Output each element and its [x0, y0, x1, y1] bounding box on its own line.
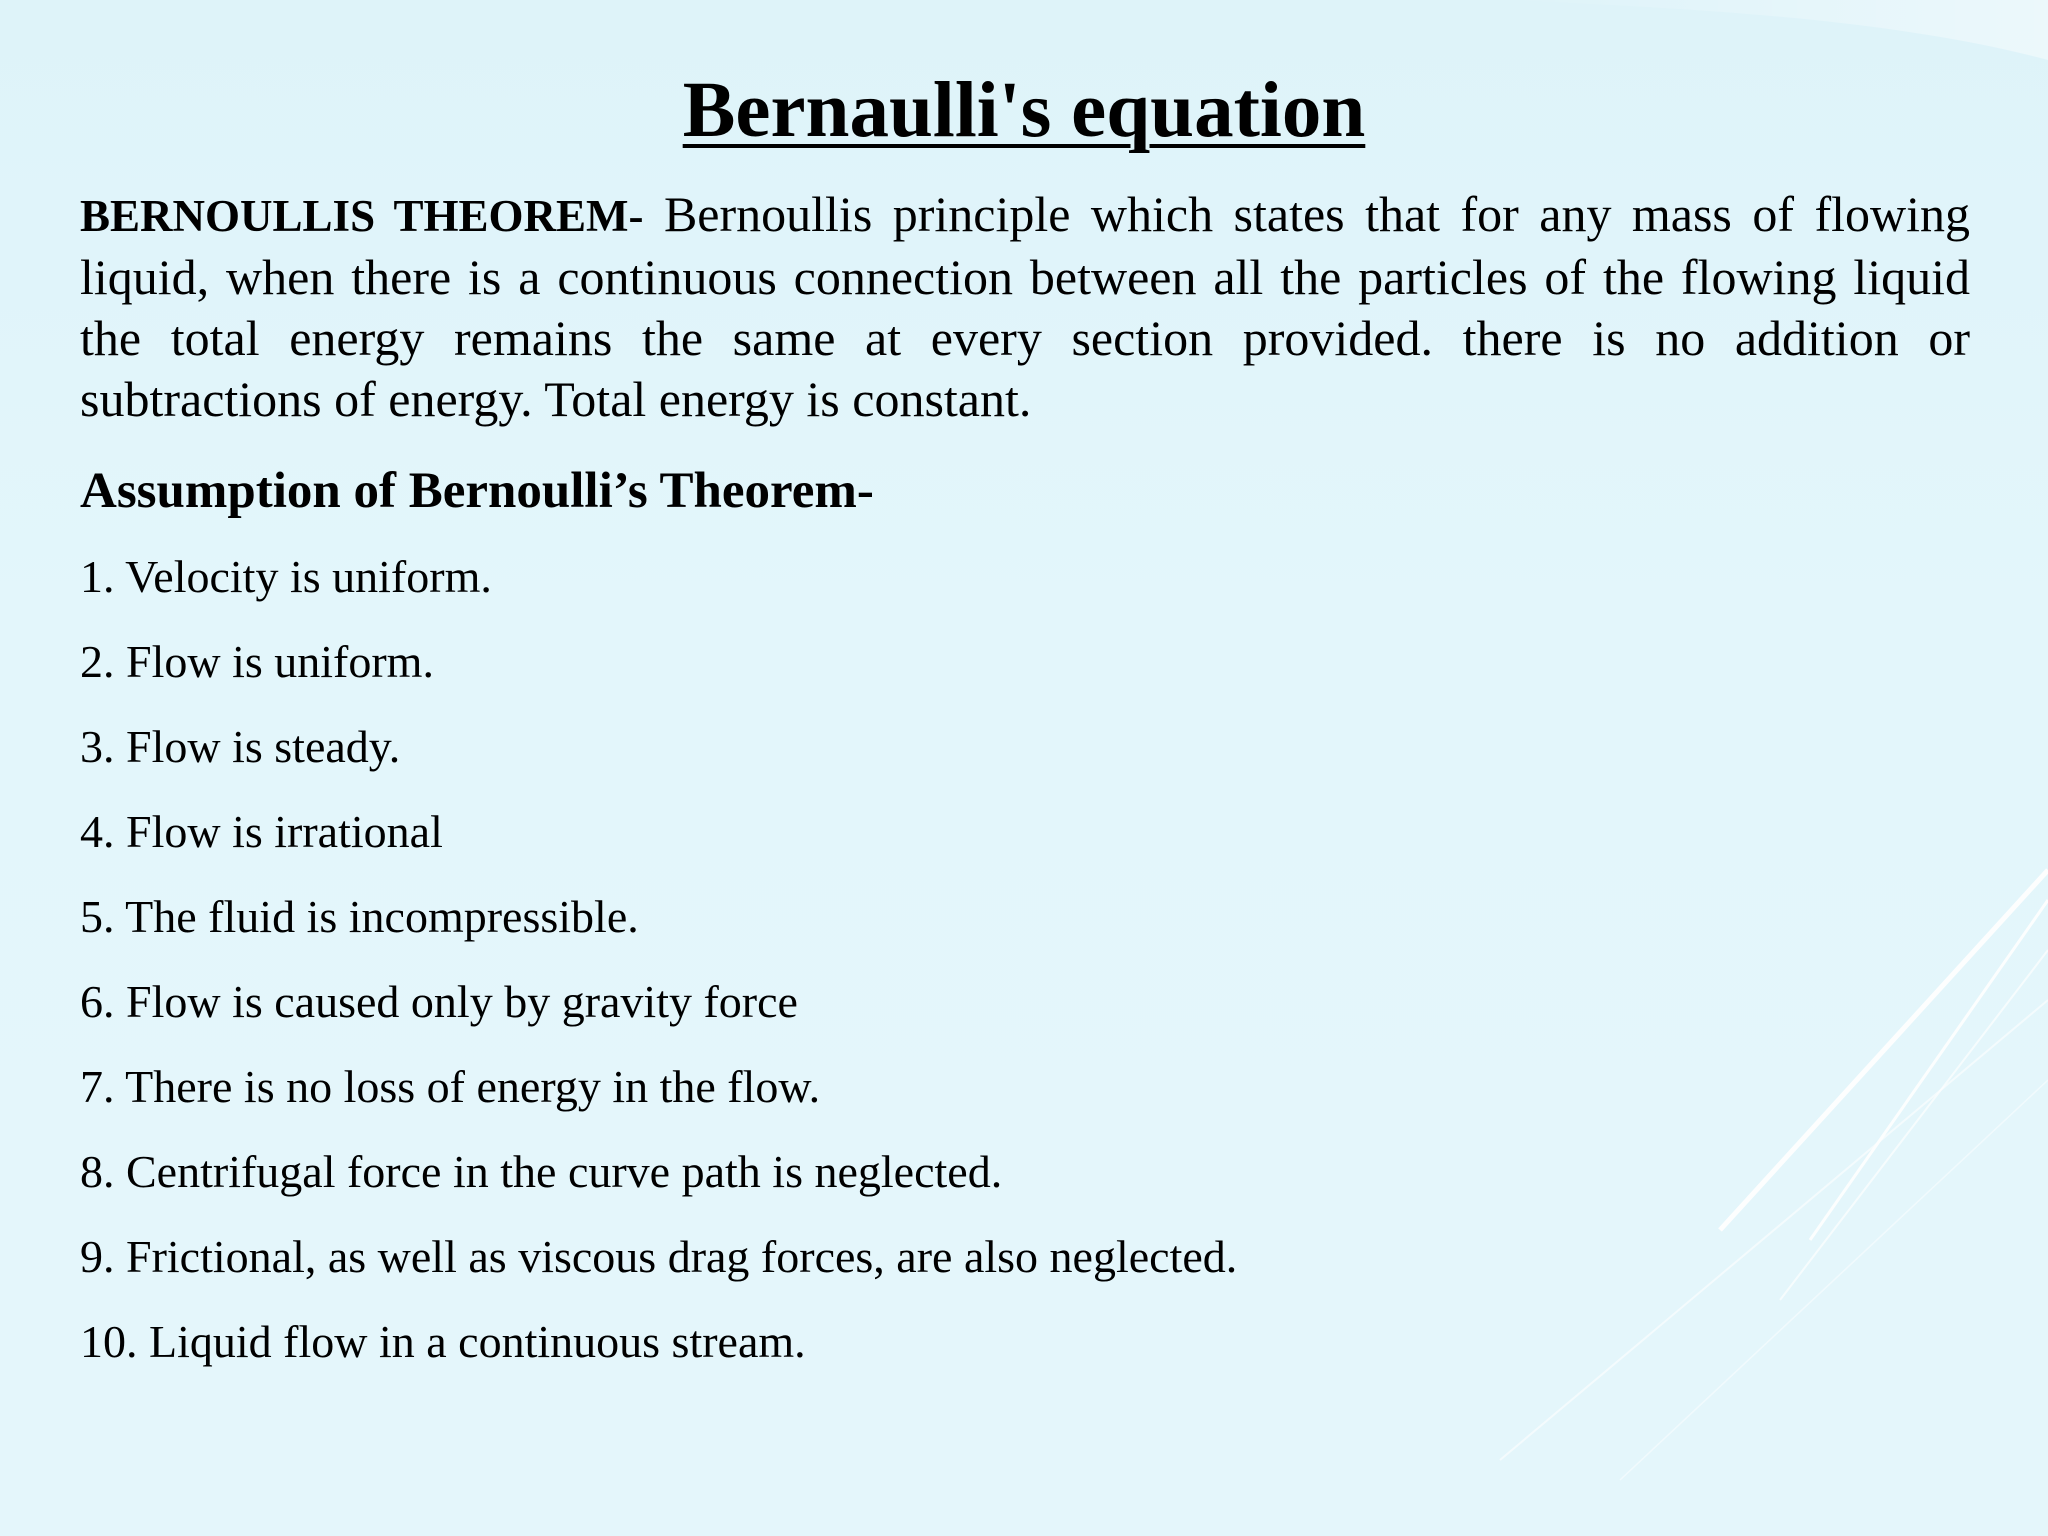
list-item: 8. Centrifugal force in the curve path is neglected. — [80, 1146, 1003, 1197]
theorem-paragraph — [80, 184, 1970, 430]
theorem-label: BERNOULLIS THEOREM- — [80, 191, 644, 241]
streak-5 — [1620, 1080, 2048, 1480]
streak-4 — [1500, 1000, 2048, 1460]
streak-2 — [1810, 900, 2048, 1240]
list-item: 3. Flow is steady. — [80, 721, 401, 772]
page-title: Bernaulli's equation — [682, 67, 1366, 154]
list-item: 10. Liquid flow in a continuous stream. — [80, 1316, 806, 1367]
assumptions-heading: Assumption of Bernoulli’s Theorem- — [80, 463, 874, 519]
list-item: 5. The fluid is incompressible. — [80, 891, 639, 942]
list-item: 1. Velocity is uniform. — [80, 551, 492, 602]
assumptions-list — [80, 542, 1237, 1392]
list-item: 7. There is no loss of energy in the flow. — [80, 1061, 821, 1112]
list-item: 6. Flow is caused only by gravity force — [80, 976, 798, 1027]
theorem-text: Bernoullis principle which states that for any mass of flowing liquid, when there is a continuous connection between all the particles of the flowing liquid the total energy remains the same at every section provided. there is no addition or subtractions of energy. Total energy is constant. — [80, 186, 1970, 427]
streak-3 — [1780, 950, 2048, 1300]
list-item: 4. Flow is irrational — [80, 806, 443, 857]
list-item: 9. Frictional, as well as viscous drag forces, are also neglected. — [80, 1231, 1238, 1282]
list-item: 2. Flow is uniform. — [80, 636, 434, 687]
top-right-glow — [1500, 0, 2048, 60]
streak-1 — [1720, 870, 2048, 1230]
